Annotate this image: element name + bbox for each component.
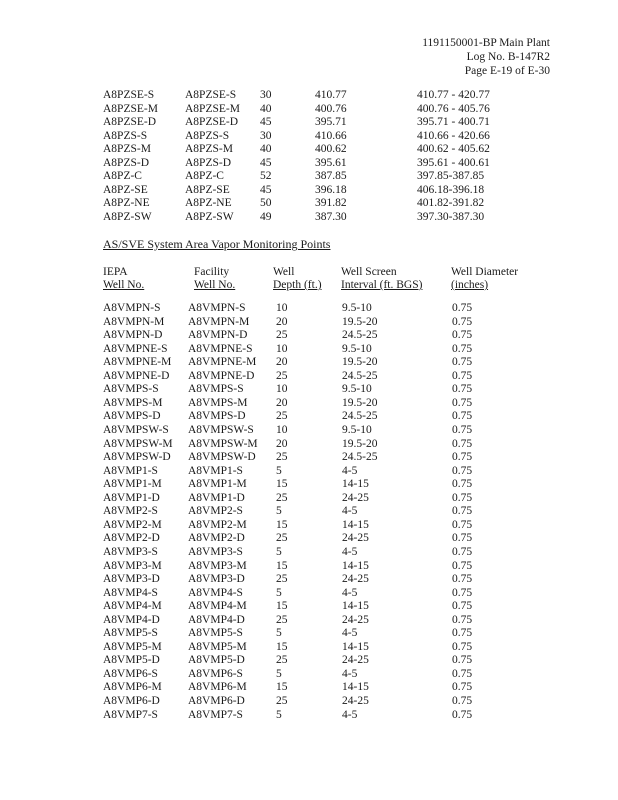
table-cell: A8VMP6-D (103, 695, 160, 707)
table-cell: 15 (276, 640, 288, 653)
table-cell: A8VMP3-S (188, 545, 243, 558)
table-cell: A8VMP4-S (103, 586, 158, 599)
table-cell: 14-15 (342, 559, 369, 572)
table-cell: A8VMPNE-D (188, 369, 255, 382)
header-bottom: Well No. (103, 279, 145, 291)
table-cell: 10 (276, 383, 288, 396)
table-cell: A8VMP4-S (188, 586, 243, 599)
table-cell: 25 (276, 532, 288, 545)
table-cell: A8VMP1-S (103, 464, 158, 477)
table-cell: 0.75 (452, 410, 473, 423)
table-cell: 45 (260, 183, 272, 196)
table-cell: A8PZSE-D (103, 116, 157, 129)
table-cell: 9.5-10 (342, 342, 372, 355)
table-cell: A8VMP6-S (103, 667, 158, 680)
table-cell: 0.75 (452, 383, 473, 396)
table-cell: A8PZS-M (103, 143, 151, 156)
table-cell: A8VMP4-M (103, 600, 162, 613)
column-header-well-depth (273, 266, 322, 292)
table-cell: 410.77 (315, 89, 347, 101)
table-cell: 4-5 (342, 627, 358, 640)
table-cell: A8VMPNE-M (103, 356, 172, 369)
table-cell: A8VMP3-S (103, 545, 158, 558)
table-cell: 52 (260, 170, 272, 183)
table-cell: 0.75 (452, 532, 473, 545)
table-cell: A8VMPS-S (188, 383, 244, 396)
header-top: Well (273, 266, 295, 278)
table-cell: 0.75 (452, 356, 473, 369)
table-cell: 0.75 (452, 627, 473, 640)
table-cell: 387.30 (315, 210, 347, 223)
table-cell: A8PZSE-S (103, 89, 155, 101)
table-cell: 5 (276, 505, 282, 518)
table-cell: A8VMPNE-D (103, 369, 170, 382)
table-cell: 24.5-25 (342, 329, 378, 342)
table-cell: 387.85 (315, 170, 347, 183)
table-cell: 0.75 (452, 667, 473, 680)
table-cell: 15 (276, 559, 288, 572)
table-cell: A8VMP4-D (103, 613, 160, 626)
section-title: AS/SVE System Area Vapor Monitoring Points (103, 237, 331, 251)
table-cell: 0.75 (452, 518, 473, 531)
table-cell: 49 (260, 210, 272, 223)
table-cell: A8VMPSW-S (103, 423, 169, 436)
table-cell: 20 (276, 437, 288, 450)
table-cell: A8VMP2-D (103, 532, 160, 545)
table-cell: 15 (276, 518, 288, 531)
table-cell: A8VMP2-M (188, 518, 247, 531)
table-cell: 0.75 (452, 396, 473, 409)
column-header-well-screen-interval (341, 266, 422, 292)
project-id: 1191150001-BP Main Plant (422, 37, 550, 49)
table-cell: 400.76 (315, 102, 347, 115)
table-cell: A8PZ-C (103, 170, 142, 183)
header-bottom: Depth (ft.) (273, 279, 322, 291)
table-cell: A8PZ-SE (185, 183, 230, 196)
table-cell: A8VMPN-D (188, 329, 248, 342)
table-cell: A8PZ-NE (103, 197, 150, 210)
table-cell: A8VMP1-D (188, 491, 245, 504)
table-cell: A8VMP3-D (103, 573, 160, 585)
table-cell: 0.75 (452, 613, 473, 626)
header-bottom: (inches) (451, 279, 489, 291)
table-cell: 10 (276, 342, 288, 355)
table-cell: 410.66 - 420.66 (417, 129, 490, 142)
table-cell: A8VMP3-M (188, 559, 247, 572)
table-cell: 0.75 (452, 695, 473, 707)
table-cell: 25 (276, 329, 288, 342)
table-cell: A8VMPNE-S (188, 342, 253, 355)
table-cell: A8VMPN-S (103, 302, 161, 314)
table-cell: 406.18-396.18 (417, 183, 485, 196)
table-cell: 0.75 (452, 545, 473, 558)
table-cell: 30 (260, 129, 272, 142)
table-cell: 0.75 (452, 573, 473, 585)
header-bottom: Interval (ft. BGS) (341, 279, 423, 291)
table-cell: A8VMPSW-M (188, 437, 258, 450)
table-cell: 396.18 (315, 183, 347, 196)
table-cell: A8VMPSW-S (188, 423, 254, 436)
table-cell: 24.5-25 (342, 369, 378, 382)
table-cell: 401.82-391.82 (417, 197, 485, 210)
table-cell: 9.5-10 (342, 423, 372, 436)
table-cell: 5 (276, 464, 282, 477)
table-cell: A8VMP1-M (103, 478, 162, 491)
table-cell: 0.75 (452, 640, 473, 653)
table-cell: 19.5-20 (342, 396, 378, 409)
table-cell: A8VMPSW-D (188, 451, 256, 464)
table-cell: 24-25 (342, 613, 369, 626)
table-cell: A8PZSE-S (185, 89, 237, 101)
table-cell: 0.75 (452, 451, 473, 464)
table-cell: 20 (276, 356, 288, 369)
table-cell: 19.5-20 (342, 437, 378, 450)
table-cell: A8VMPN-D (103, 329, 163, 342)
table-cell: 4-5 (342, 586, 358, 599)
table-cell: 0.75 (452, 315, 473, 328)
page-header (422, 36, 550, 78)
table-cell: 391.82 (315, 197, 347, 210)
table-cell: 19.5-20 (342, 315, 378, 328)
table-cell: A8VMP2-M (103, 518, 162, 531)
table-cell: A8VMPN-M (188, 315, 250, 328)
table-cell: A8VMP6-M (188, 681, 247, 694)
table-cell: A8PZ-NE (185, 197, 232, 210)
table-cell: 50 (260, 197, 272, 210)
column-header-well-diameter (451, 266, 518, 292)
table-cell: 0.75 (452, 505, 473, 518)
table-cell: 24-25 (342, 573, 369, 585)
table-cell: 45 (260, 156, 272, 169)
column-header-iepa-well-no (103, 266, 144, 292)
table-cell: 9.5-10 (342, 302, 372, 314)
table-cell: A8VMP2-S (188, 505, 243, 518)
table-cell: 0.75 (452, 708, 473, 721)
table-cell: A8VMP5-S (188, 627, 243, 640)
column-header-facility-well-no (194, 266, 235, 292)
table-cell: 45 (260, 116, 272, 129)
table-cell: A8VMP1-S (188, 464, 243, 477)
header-top: Well Diameter (451, 266, 519, 278)
table-cell: 0.75 (452, 423, 473, 436)
table-cell: 5 (276, 708, 282, 721)
table-cell: 25 (276, 410, 288, 423)
table-cell: 10 (276, 302, 288, 314)
table-cell: 410.66 (315, 129, 347, 142)
table-cell: A8VMPN-S (188, 302, 246, 314)
header-bottom: Well No. (194, 279, 236, 291)
table-cell: 0.75 (452, 478, 473, 491)
table-cell: 15 (276, 681, 288, 694)
table-cell: 30 (260, 89, 272, 101)
table-cell: A8PZSE-M (185, 102, 240, 115)
table-cell: 0.75 (452, 586, 473, 599)
table-cell: A8VMP6-S (188, 667, 243, 680)
table-cell: A8PZ-SW (103, 210, 152, 223)
table-cell: 0.75 (452, 464, 473, 477)
table-cell: 24-25 (342, 491, 369, 504)
table-cell: A8PZS-D (103, 156, 150, 169)
table-cell: 0.75 (452, 342, 473, 355)
table-cell: A8VMP5-M (103, 640, 162, 653)
table-cell: A8VMPSW-D (103, 451, 171, 464)
table-cell: 4-5 (342, 464, 358, 477)
table-cell: 24-25 (342, 654, 369, 667)
table-cell: 0.75 (452, 329, 473, 342)
table-cell: A8VMP7-S (103, 708, 158, 721)
table-cell: 5 (276, 586, 282, 599)
table-cell: 0.75 (452, 437, 473, 450)
table-cell: A8VMPS-S (103, 383, 159, 396)
table-cell: 25 (276, 613, 288, 626)
table-cell: A8VMPNE-M (188, 356, 257, 369)
table-cell: A8VMPS-D (188, 410, 246, 423)
log-number: Log No. B-147R2 (466, 51, 550, 63)
table-cell: 4-5 (342, 708, 358, 721)
table-cell: 0.75 (452, 654, 473, 667)
table-cell: 5 (276, 667, 282, 680)
table-cell: 0.75 (452, 491, 473, 504)
table-cell: A8PZS-S (103, 129, 148, 142)
table-cell: A8VMP1-D (103, 491, 160, 504)
table-cell: 14-15 (342, 600, 369, 613)
table-cell: 25 (276, 451, 288, 464)
table-cell: A8PZS-D (185, 156, 232, 169)
table-cell: 4-5 (342, 667, 358, 680)
table-cell: A8VMPNE-S (103, 342, 168, 355)
table-cell: A8VMPS-D (103, 410, 161, 423)
table-cell: A8PZ-SE (103, 183, 148, 196)
table-cell: 25 (276, 491, 288, 504)
table-cell: A8PZSE-D (185, 116, 239, 129)
table-cell: A8VMP5-S (103, 627, 158, 640)
table-cell: A8VMP5-D (188, 654, 245, 667)
table-cell: 24.5-25 (342, 451, 378, 464)
table-cell: A8VMPSW-M (103, 437, 173, 450)
table-cell: 395.61 (315, 156, 347, 169)
table-cell: A8VMPN-M (103, 315, 165, 328)
table-cell: 24-25 (342, 532, 369, 545)
table-cell: A8VMP3-D (188, 573, 245, 585)
table-cell: 15 (276, 600, 288, 613)
table-cell: 400.62 (315, 143, 347, 156)
table-cell: 24.5-25 (342, 410, 378, 423)
table-cell: 5 (276, 627, 282, 640)
table-cell: A8VMPS-M (103, 396, 163, 409)
table-cell: 25 (276, 654, 288, 667)
table-cell: A8VMP2-D (188, 532, 245, 545)
table-cell: 4-5 (342, 505, 358, 518)
table-cell: A8VMP5-M (188, 640, 247, 653)
header-top: Well Screen (341, 266, 397, 278)
table-cell: A8PZSE-M (103, 102, 158, 115)
header-top: IEPA (103, 266, 128, 278)
table-cell: 24-25 (342, 695, 369, 707)
table-cell: 40 (260, 102, 272, 115)
table-cell: 14-15 (342, 640, 369, 653)
table-cell: A8VMPS-M (188, 396, 248, 409)
table-cell: A8VMP4-M (188, 600, 247, 613)
table-cell: 0.75 (452, 600, 473, 613)
table-cell: 14-15 (342, 681, 369, 694)
table-cell: 10 (276, 423, 288, 436)
table-cell: 0.75 (452, 559, 473, 572)
table-cell: A8VMP6-D (188, 695, 245, 707)
table-cell: 0.75 (452, 302, 473, 314)
table-cell: 4-5 (342, 545, 358, 558)
page-number: Page E-19 of E-30 (464, 65, 550, 77)
table-cell: 19.5-20 (342, 356, 378, 369)
table-cell: A8VMP6-M (103, 681, 162, 694)
table-cell: 25 (276, 695, 288, 707)
table-cell: 400.62 - 405.62 (417, 143, 490, 156)
table-cell: 0.75 (452, 369, 473, 382)
table-cell: A8PZ-SW (185, 210, 234, 223)
table-cell: 397.30-387.30 (417, 210, 485, 223)
table-cell: 410.77 - 420.77 (417, 89, 490, 101)
table-cell: 5 (276, 545, 282, 558)
table-cell: A8VMP1-M (188, 478, 247, 491)
header-top: Facility (194, 266, 230, 278)
table-cell: 14-15 (342, 518, 369, 531)
table-cell: A8VMP7-S (188, 708, 243, 721)
table-cell: 40 (260, 143, 272, 156)
table-cell: 14-15 (342, 478, 369, 491)
table-cell: 25 (276, 369, 288, 382)
table-cell: 400.76 - 405.76 (417, 102, 490, 115)
table-cell: 395.71 - 400.71 (417, 116, 490, 129)
table-cell: A8VMP2-S (103, 505, 158, 518)
table-cell: A8VMP3-M (103, 559, 162, 572)
table-cell: 9.5-10 (342, 383, 372, 396)
table-cell: 0.75 (452, 681, 473, 694)
table-cell: A8VMP5-D (103, 654, 160, 667)
table-cell: A8PZ-C (185, 170, 224, 183)
table-cell: 397.85-387.85 (417, 170, 485, 183)
table-cell: A8VMP4-D (188, 613, 245, 626)
table-cell: 20 (276, 396, 288, 409)
table-cell: 395.61 - 400.61 (417, 156, 490, 169)
table-cell: 395.71 (315, 116, 347, 129)
table-cell: 15 (276, 478, 288, 491)
table-cell: A8PZS-M (185, 143, 233, 156)
table-cell: 25 (276, 573, 288, 585)
table-cell: A8PZS-S (185, 129, 230, 142)
table-cell: 20 (276, 315, 288, 328)
